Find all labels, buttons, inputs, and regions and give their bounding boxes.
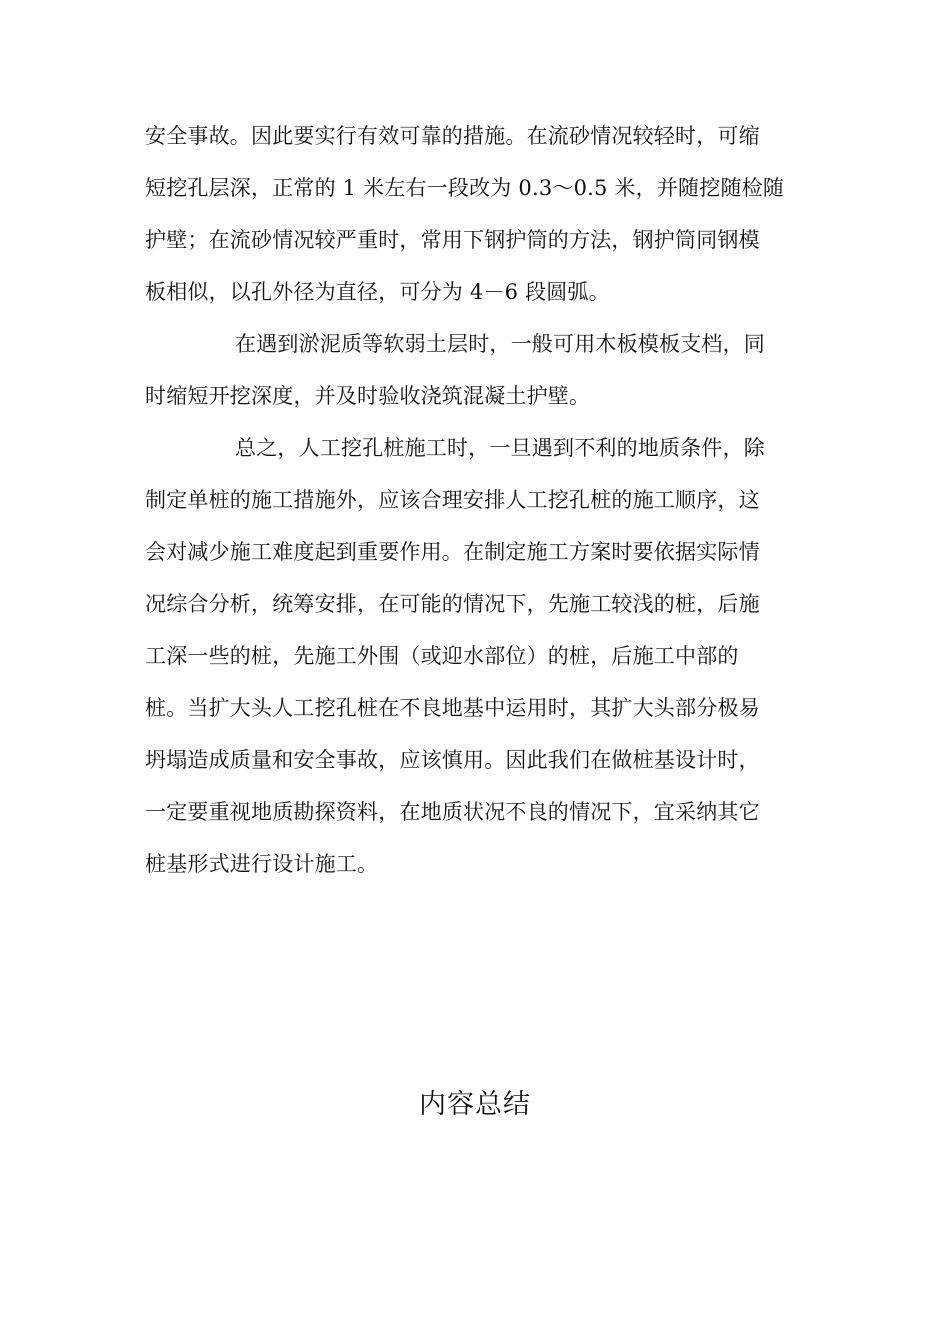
paragraph-3 xyxy=(145,422,795,890)
text-line: 板相似，以孔外径为直径，可分为 4－6 段圆弧。 xyxy=(145,280,610,304)
text-line: 坍塌造成质量和安全事故，应该慎用。因此我们在做桩基设计时， xyxy=(145,748,760,772)
text-line: 护壁；在流砂情况较严重时，常用下钢护筒的方法，钢护筒同钢模 xyxy=(145,228,760,252)
text-line: 桩。当扩大头人工挖孔桩在不良地基中运用时，其扩大头部分极易 xyxy=(145,696,760,720)
paragraph-2 xyxy=(145,318,795,422)
text-line: 时缩短开挖深度，并及时验收浇筑混凝土护壁。 xyxy=(145,384,591,408)
text-line: 短挖孔层深，正常的 1 米左右一段改为 0.3～0.5 米，并随挖随检随 xyxy=(145,176,785,200)
text-line: 会对减少施工难度起到重要作用。在制定施工方案时要依据实际情 xyxy=(145,540,760,564)
text-line: 桩基形式进行设计施工。 xyxy=(145,852,379,876)
text-line: 一定要重视地质勘探资料，在地质状况不良的情况下，宜采纳其它 xyxy=(145,800,760,824)
text-line: 况综合分析，统筹安排，在可能的情况下，先施工较浅的桩，后施 xyxy=(145,592,760,616)
paragraph-1 xyxy=(145,110,795,318)
summary-heading: 内容总结 xyxy=(419,1089,531,1120)
text-line: 安全事故。因此要实行有效可靠的措施。在流砂情况较轻时，可缩 xyxy=(145,124,760,148)
text-line: 工深一些的桩，先施工外围（或迎水部位）的桩，后施工中部的 xyxy=(145,644,739,668)
text-line: 在遇到淤泥质等软弱土层时，一般可用木板模板支档，同 xyxy=(235,332,765,356)
text-line: 制定单桩的施工措施外，应该合理安排人工挖孔桩的施工顺序，这 xyxy=(145,488,760,512)
text-line: 总之，人工挖孔桩施工时，一旦遇到不利的地质条件，除 xyxy=(235,436,765,460)
body-text xyxy=(145,110,795,890)
